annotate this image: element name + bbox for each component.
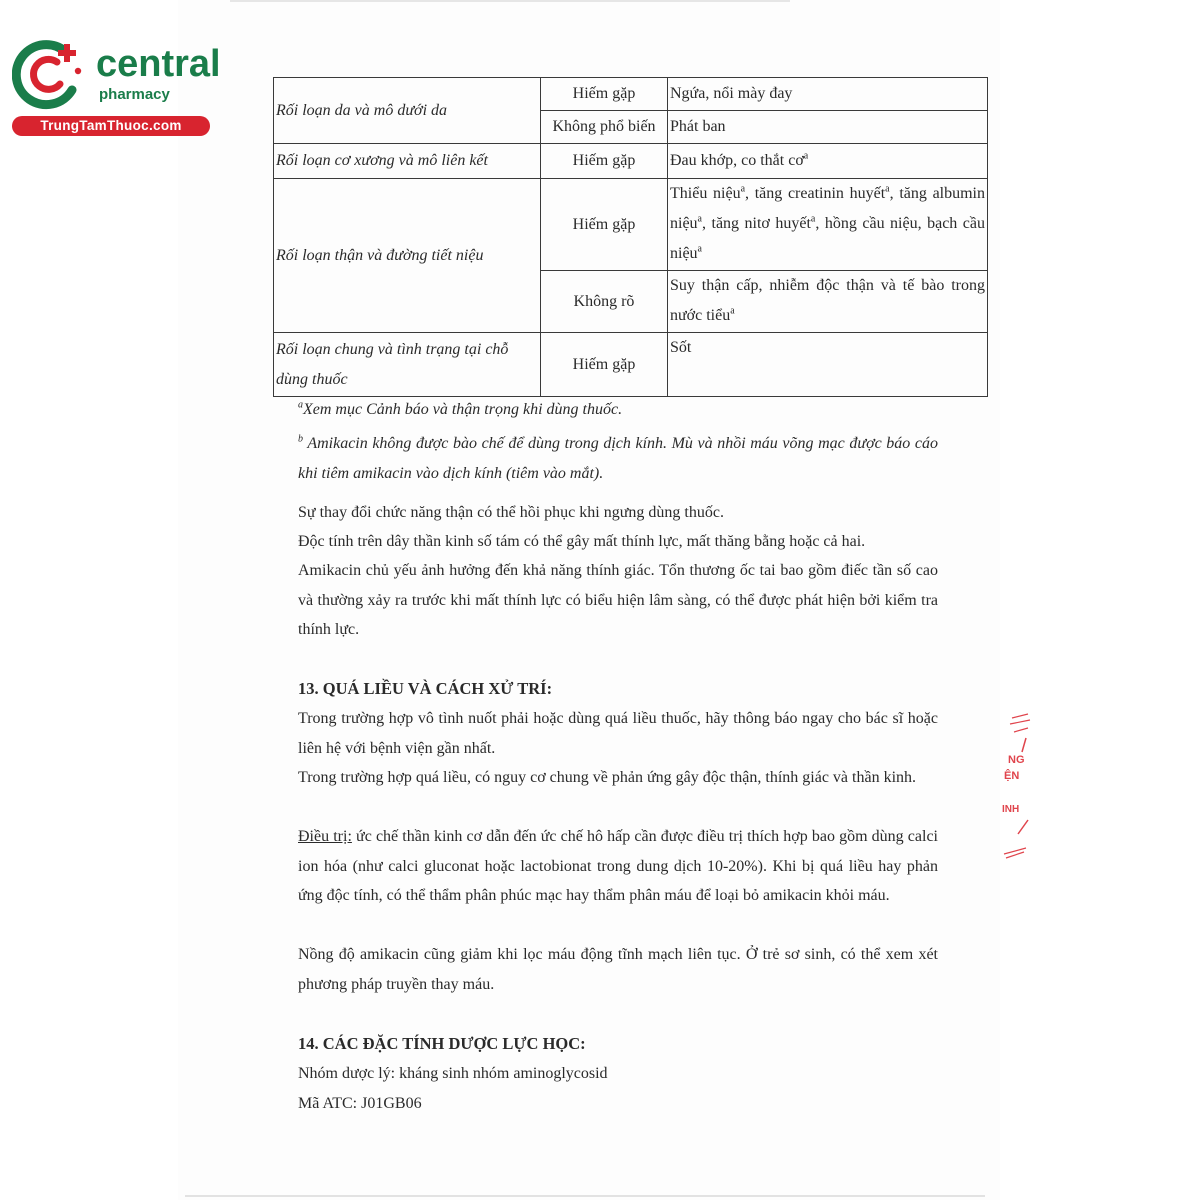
frequency-cell: Hiếm gặp (541, 179, 668, 271)
footnote-b (298, 429, 938, 489)
effect-cell (668, 144, 988, 179)
logo-site: TrungTamThuoc.com (12, 116, 210, 136)
category-cell: Rối loạn chung và tình trạng tại chỗ dùng thuốc (274, 333, 541, 397)
footnote-marker: a (697, 243, 702, 255)
body-paragraph: Trong trường hợp vô tình nuốt phải hoặc dùng quá liều thuốc, hãy thông báo ngay cho bác sĩ hoặc liên hệ với bệnh viện gần nhất. (298, 710, 938, 757)
page-edge-bottom (185, 1195, 985, 1197)
stamp-text: NG (1008, 754, 1025, 766)
effect-text: , hồng cầu niệu, bạch cầu niệu (670, 215, 985, 262)
table-row (274, 333, 988, 397)
treatment-text: ức chế thần kinh cơ dẫn đến ức chế hô hấp cần được điều trị thích hợp bao gồm dùng calci ion hóa (như calci gluconat hoặc lactobionat trong dung dịch 10-20%). Khi bị quá liều hay phản ứng độc tính, có thể thẩm phân phúc mạc hay thẩm phân máu để loại bỏ amikacin khỏi máu. (298, 828, 938, 905)
stamp-text: INH (1002, 804, 1020, 815)
frequency-cell: Hiếm gặp (541, 333, 668, 397)
frequency-cell: Hiếm gặp (541, 144, 668, 179)
frequency-cell: Không phổ biến (541, 111, 668, 144)
body-paragraph: Trong trường hợp quá liều, có nguy cơ chung về phản ứng gây độc thận, thính giác và thần kinh. (298, 769, 917, 786)
footnote-mark: a (298, 399, 303, 411)
category-cell: Rối loạn da và mô dưới da (274, 78, 541, 144)
footnote-text: Amikacin không được bào chế để dùng trong dịch kính. Mù và nhồi máu võng mạc được báo cáo khi tiêm amikacin vào dịch kính (tiêm vào mắt). (298, 435, 938, 482)
body-paragraph: Mã ATC: J01GB06 (298, 1095, 422, 1112)
category-cell: Rối loạn thận và đường tiết niệu (274, 179, 541, 333)
footnote-mark: b (298, 433, 303, 445)
adverse-effects-table (273, 77, 988, 397)
body-paragraph: Amikacin chủ yếu ảnh hưởng đến khả năng thính giác. Tổn thương ốc tai bao gồm điếc tần số cao và thường xảy ra trước khi mất thính lực có biểu hiện lâm sàng, có thể được phát hiện bởi kiểm tra thính lực. (298, 562, 938, 639)
treatment-label: Điều trị: (298, 828, 352, 845)
effect-cell: Phát ban (668, 111, 988, 144)
footnote-text: Xem mục Cảnh báo và thận trọng khi dùng thuốc. (303, 401, 623, 418)
stamp-fragment (1000, 712, 1040, 872)
treatment-paragraph (298, 822, 938, 911)
effect-cell (668, 179, 988, 271)
logo-brand: central (96, 43, 221, 85)
frequency-cell: Không rõ (541, 271, 668, 333)
table-row (274, 144, 988, 179)
pharmacy-logo-icon (12, 38, 90, 110)
body-paragraph: Nhóm dược lý: kháng sinh nhóm aminoglycosid (298, 1065, 608, 1082)
page-edge-top (230, 0, 790, 2)
footnote-marker: a (810, 213, 816, 225)
effect-text: , tăng creatinin huyết (745, 185, 886, 202)
effect-cell: Sốt (668, 333, 988, 397)
footnote-marker: a (697, 213, 702, 225)
section-13-heading: 13. QUÁ LIỀU VÀ CÁCH XỬ TRÍ: (298, 679, 553, 698)
category-cell: Rối loạn cơ xương và mô liên kết (274, 144, 541, 179)
stamp-text: ỆN (1004, 770, 1020, 782)
section-14-heading: 14. CÁC ĐẶC TÍNH DƯỢC LỰC HỌC: (298, 1034, 586, 1053)
effect-text: Suy thận cấp, nhiễm độc thận và tế bào trong nước tiểu (670, 277, 985, 324)
footnote-marker: a (885, 183, 890, 195)
table-row (274, 179, 988, 271)
stamp-marks-icon (1000, 712, 1040, 872)
footnote-a (298, 395, 622, 425)
effect-text: , tăng nitơ huyết (702, 215, 811, 232)
body-paragraph: Nồng độ amikacin cũng giảm khi lọc máu động tĩnh mạch liên tục. Ở trẻ sơ sinh, có thể xem xét phương pháp truyền thay máu. (298, 946, 938, 993)
effect-text: Thiểu niệu (670, 185, 741, 202)
footnote-marker: a (730, 305, 735, 317)
table-row (274, 78, 988, 111)
effect-cell: Ngứa, nổi mày đay (668, 78, 988, 111)
frequency-cell: Hiếm gặp (541, 78, 668, 111)
footnote-marker: a (740, 183, 746, 195)
effect-text: , tăng albumin niệu (670, 185, 985, 232)
body-paragraph: Độc tính trên dây thần kinh số tám có thể gây mất thính lực, mất thăng bằng hoặc cả hai. (298, 533, 866, 550)
footnote-marker: a (803, 150, 809, 162)
logo-sub: pharmacy (99, 86, 170, 103)
body-paragraph: Sự thay đổi chức năng thận có thể hồi phục khi ngưng dùng thuốc. (298, 504, 724, 521)
effect-text: Đau khớp, co thắt cơ (670, 152, 804, 169)
central-pharmacy-logo[interactable] (12, 38, 221, 138)
effect-cell (668, 271, 988, 333)
